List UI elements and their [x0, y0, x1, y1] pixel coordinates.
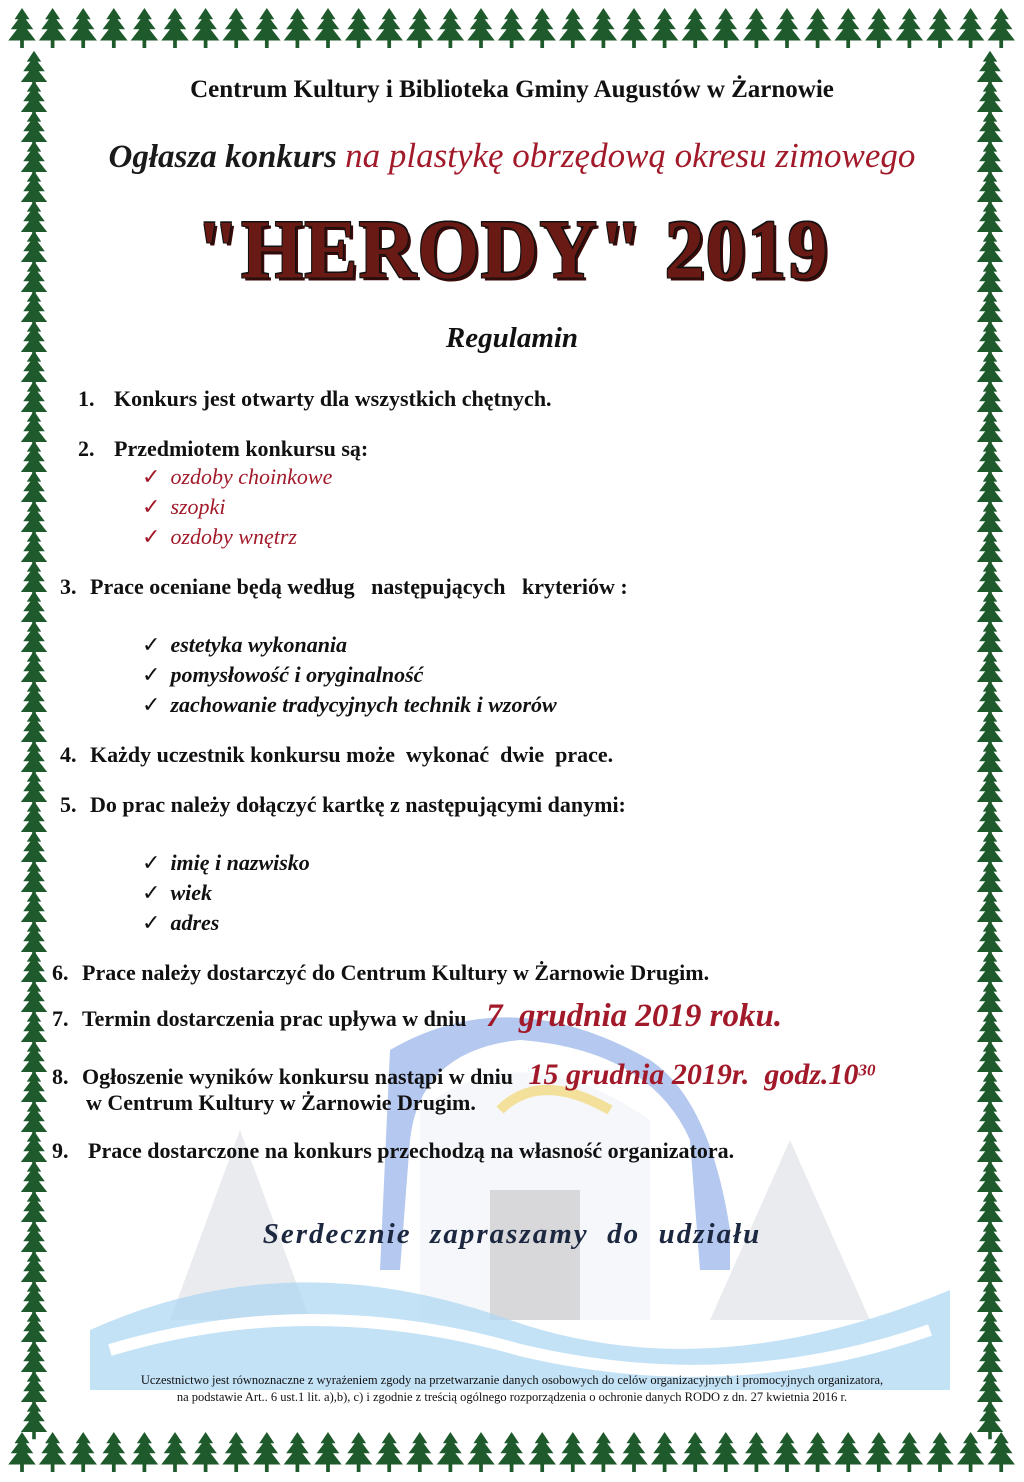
checkmark-icon: ✓ — [142, 524, 161, 549]
list-item-card-data: ✓ imię i nazwisko — [142, 850, 310, 875]
rule-item-5: 5. Do prac należy dołączyć kartkę z następującymi danymi: — [60, 792, 626, 817]
list-item-criterion: ✓ pomysłowość i oryginalność — [142, 662, 424, 687]
checkmark-icon: ✓ — [142, 850, 161, 875]
list-item-subject: ✓ ozdoby choinkowe — [142, 464, 333, 489]
rules-heading: Regulamin — [445, 322, 579, 354]
list-item-card-data: ✓ wiek — [142, 880, 212, 905]
checkmark-icon: ✓ — [142, 464, 161, 489]
announcement-highlight: na plastykę obrzędową okresu zimowego — [345, 136, 916, 175]
rule-item-9: 9. Prace dostarczone na konkurs przechodzą na własność organizatora. — [52, 1138, 735, 1163]
checkmark-icon: ✓ — [142, 662, 161, 687]
rule-item-6: 6. Prace należy dostarczyć do Centrum Kultury w Żarnowie Drugim. — [52, 960, 710, 985]
checkmark-icon: ✓ — [142, 910, 161, 935]
list-item-subject: ✓ szopki — [142, 494, 226, 519]
organizer-name: Centrum Kultury i Biblioteka Gminy Augustów w Żarnowie — [190, 76, 834, 103]
deadline-date: 7 grudnia 2019 roku. — [485, 998, 783, 1034]
invitation-text: Serdecznie zapraszamy do udziału — [262, 1218, 762, 1250]
results-time-superscript: 30 — [858, 1060, 876, 1080]
rule-item-4: 4. Każdy uczestnik konkursu może wykonać dwie prace. — [60, 742, 614, 767]
checkmark-icon: ✓ — [142, 880, 161, 905]
announcement-line — [0, 136, 1024, 176]
list-item-subject: ✓ ozdoby wnętrz — [142, 524, 297, 549]
rule-item-8: 8. Ogłoszenie wyników konkursu nastąpi w dniu 15 grudnia 2019r. $godz.10^{30}$ — [52, 1058, 876, 1091]
gdpr-footer-line-1: Uczestnictwo jest równoznaczne z wyrażeniem zgody na przetwarzanie danych osobowych do celów organizacyjnych i promocyjnych organizatora, — [140, 1373, 884, 1387]
gdpr-footer — [70, 1372, 954, 1406]
results-date: 15 grudnia 2019r. godz.10 — [528, 1058, 859, 1091]
rule-item-8-continued: w Centrum Kultury w Żarnowie Drugim. — [86, 1090, 476, 1115]
rule-item-1: 1. Konkurs jest otwarty dla wszystkich chętnych. — [78, 386, 552, 411]
list-item-card-data: ✓ adres — [142, 910, 220, 935]
announcement-lead: Ogłasza konkurs — [108, 139, 337, 175]
checkmark-icon: ✓ — [142, 494, 161, 519]
list-item-criterion: ✓ zachowanie tradycyjnych technik i wzorów — [142, 692, 557, 717]
rule-item-2: 2. Przedmiotem konkursu są: — [78, 436, 369, 461]
checkmark-icon: ✓ — [142, 632, 161, 657]
rule-item-7: 7. Termin dostarczenia prac upływa w dniu 7 grudnia 2019 roku. — [52, 998, 783, 1034]
rule-item-3: 3. Prace oceniane będą według następujących kryteriów : — [60, 574, 628, 599]
contest-title: "HERODY" 2019 — [195, 203, 829, 297]
checkmark-icon: ✓ — [142, 692, 161, 717]
gdpr-footer-line-2: na podstawie Art.. 6 ust.1 lit. a),b), c) i zgodnie z treścią ogólnego rozporządzenia o ochronie danych RODO z dn. 27 kwietnia 2016 r. — [176, 1390, 848, 1404]
list-item-criterion: ✓ estetyka wykonania — [142, 632, 348, 657]
